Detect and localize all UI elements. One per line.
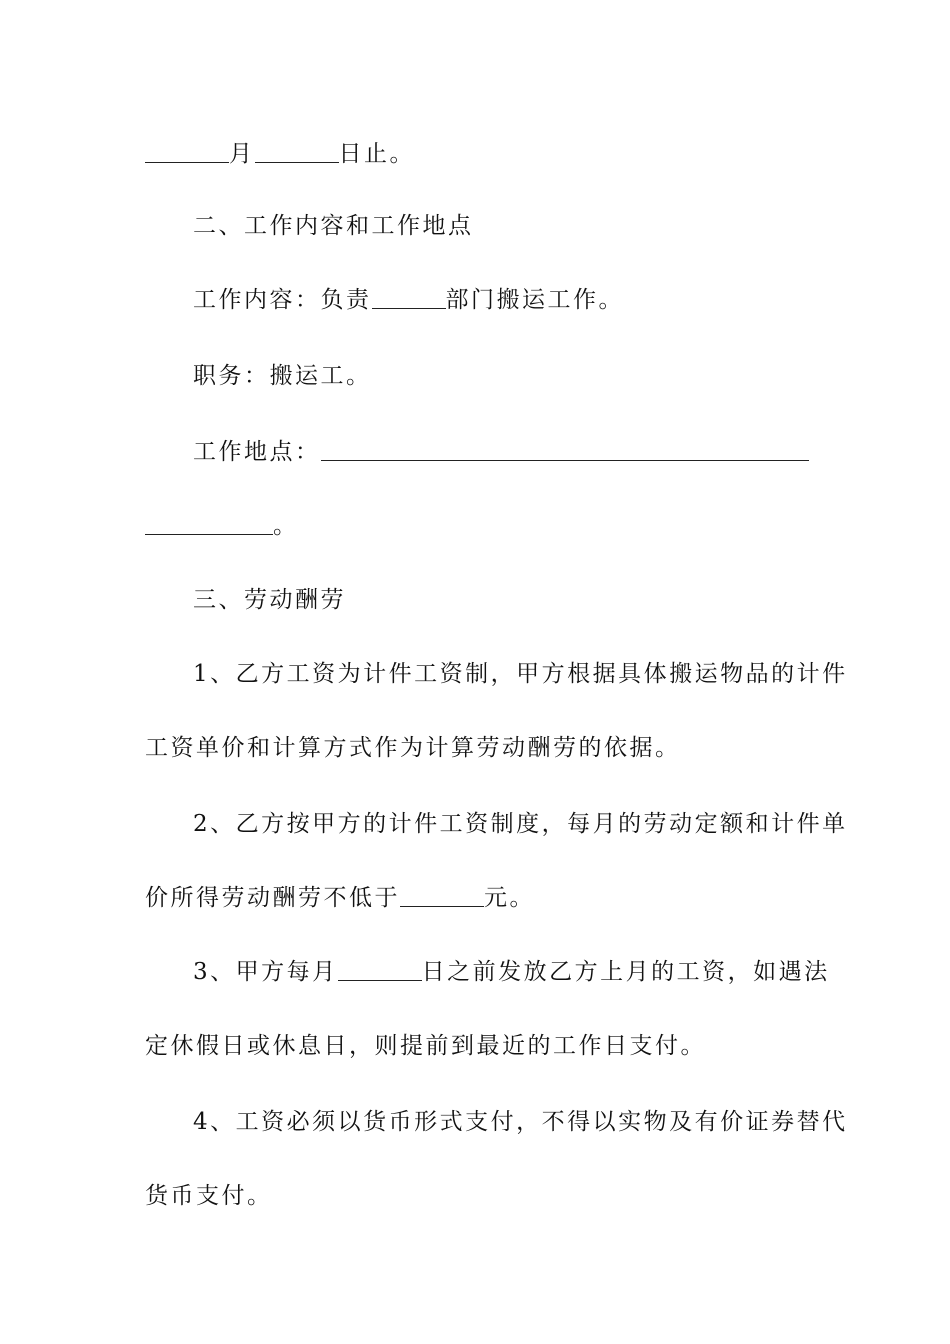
clause-1-line-2: 工资单价和计算方式作为计算劳动酬劳的依据。: [145, 735, 681, 761]
day-end-label: 日止。: [338, 141, 415, 167]
month-blank: [145, 140, 229, 163]
section-2-heading: 二、工作内容和工作地点: [193, 213, 474, 239]
clause-3-line-2: 定休假日或休息日，则提前到最近的工作日支付。: [145, 1033, 706, 1059]
month-label: 月: [229, 141, 255, 167]
work-content-suffix: 部门搬运工作。: [445, 287, 624, 313]
clause-4-line-2: 货币支付。: [145, 1183, 273, 1209]
work-location-line: [193, 436, 807, 468]
clause-2-line-1: 2、乙方按甲方的计件工资制度，每月的劳动定额和计件单: [193, 811, 848, 837]
work-location-label: 工作地点：: [193, 439, 321, 465]
clause-2-line-2: [145, 882, 807, 914]
minimum-pay-blank: [400, 884, 484, 907]
payday-suffix: 日之前发放乙方上月的工资，如遇法: [421, 959, 830, 985]
position-line: 职务：搬运工。: [193, 363, 372, 389]
clause-3-line-1: [193, 956, 830, 988]
yuan-label: 元。: [484, 885, 535, 911]
payday-blank: [338, 958, 422, 981]
section-3-heading: 三、劳动酬劳: [193, 587, 346, 613]
department-blank: [372, 286, 446, 309]
work-location-blank: [321, 438, 809, 461]
payday-label: 3、甲方每月: [193, 959, 338, 985]
work-content-label: 工作内容：负责: [193, 287, 372, 313]
clause-4-line-1: 4、工资必须以货币形式支付，不得以实物及有价证券替代: [193, 1109, 848, 1135]
day-blank: [255, 140, 339, 163]
clause-1-line-1: 1、乙方工资为计件工资制，甲方根据具体搬运物品的计件: [193, 661, 848, 687]
minimum-pay-label: 价所得劳动酬劳不低于: [145, 885, 400, 911]
contract-term-end-line: [145, 138, 807, 170]
work-location-continuation: [145, 510, 807, 542]
work-location-blank-2: [145, 512, 273, 535]
work-content-line: [193, 284, 807, 316]
period-mark: 。: [273, 513, 299, 539]
